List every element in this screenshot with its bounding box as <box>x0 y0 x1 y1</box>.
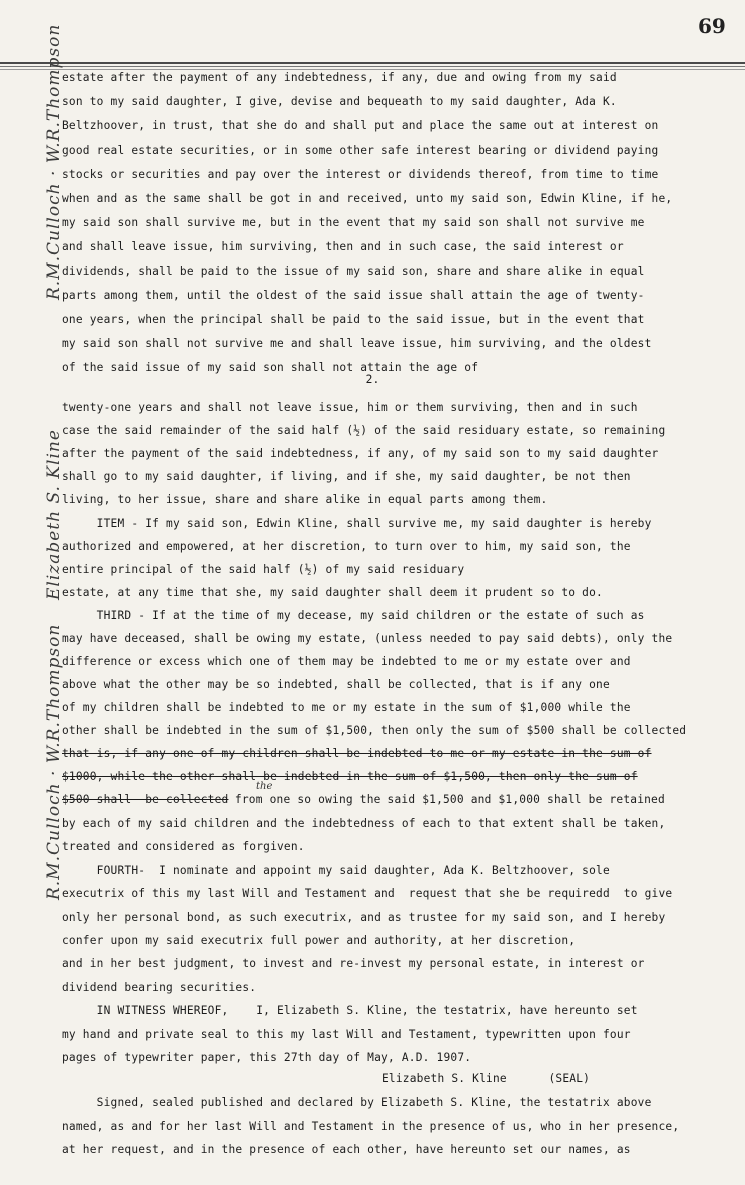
text-line: parts among them, until the oldest of the said issue shall attain the age of twenty- <box>62 288 645 302</box>
text-line: of the said issue of my said son shall not attain the age of <box>62 361 479 375</box>
text-line: shall go to my said daughter, if living, and if she, my said daughter, be not then <box>62 470 631 484</box>
text-line: may have deceased, shall be owing my estate, (unless needed to pay said debts), only the <box>62 632 673 645</box>
text-line: when and as the same shall be got in and received, unto my said son, Edwin Kline, if he, <box>62 192 673 205</box>
text-line: case the said remainder of the said half (½) of the said residuary estate, so remaining <box>62 424 666 438</box>
struck-text-line: $1000, while the other shall be indebted in the sum of $1,500, then only the sum of <box>62 770 638 783</box>
text-line: my hand and private seal to this my last Will and Testament, typewritten upon four <box>62 1027 631 1041</box>
margin-handwritten-annotation: R.M.Culloch · W.R.Thompson <box>44 623 64 900</box>
text-line: twenty-one years and shall not leave issue, him or them surviving, then and in such <box>62 401 638 414</box>
text-line: estate, at any time that she, my said daughter shall deem it prudent so to do. <box>62 585 603 599</box>
text-line: authorized and empowered, at her discretion, to turn over to him, my said son, the <box>62 539 631 553</box>
text-line: and in her best judgment, to invest and re-invest my personal estate, in interest or <box>62 957 645 971</box>
struck-text-line: $500 shall be collected <box>62 793 229 806</box>
text-line: THIRD - If at the time of my decease, my said children or the estate of such as <box>62 608 645 622</box>
text-line: Beltzhoover, in trust, that she do and shall put and place the same out at interest on <box>62 119 659 133</box>
text-line: my said son shall survive me, but in the event that my said son shall not survive me <box>62 216 645 230</box>
text-line: dividend bearing securities. <box>62 980 257 994</box>
text-line: treated and considered as forgiven. <box>62 840 305 854</box>
text-line: executrix of this my last Will and Testament and request that she be requiredd to give <box>62 887 673 901</box>
text-line: other shall be indebted in the sum of $1,500, then only the sum of $500 shall be collected <box>62 724 687 738</box>
testatrix-signature: Elizabeth S. Kline (SEAL) <box>382 1072 591 1085</box>
header-rule <box>0 62 745 64</box>
text-line: at her request, and in the presence of each other, have hereunto set our names, as <box>62 1143 631 1156</box>
text-line: FOURTH- I nominate and appoint my said daughter, Ada K. Beltzhoover, sole <box>62 863 610 877</box>
margin-handwritten-annotation: Elizabeth S. Kline <box>44 429 64 600</box>
handwritten-interlineation: the <box>256 781 273 792</box>
text-line: entire principal of the said half (½) of my said residuary <box>62 562 465 576</box>
text-line: living, to her issue, share and share alike in equal parts among them. <box>62 493 548 507</box>
header-rule-thin <box>0 66 745 67</box>
text-line: pages of typewriter paper, this 27th day of May, A.D. 1907. <box>62 1051 472 1064</box>
text-line: good real estate securities, or in some other safe interest bearing or dividend paying <box>62 143 659 157</box>
text-line: stocks or securities and pay over the interest or dividends thereof, from time to time <box>62 167 659 181</box>
page-marker: 2. <box>365 373 380 386</box>
text-line: of my children shall be indebted to me or my estate in the sum of $1,000 while the <box>62 701 631 715</box>
text-line: confer upon my said executrix full power and authority, at her discretion, <box>62 934 576 947</box>
text-line: IN WITNESS WHEREOF, I, Elizabeth S. Kline, the testatrix, have hereunto set <box>62 1004 638 1018</box>
text-line: son to my said daughter, I give, devise and bequeath to my said daughter, Ada K. <box>62 95 617 109</box>
text-line: my said son shall not survive me and shall leave issue, him surviving, and the oldest <box>62 337 652 351</box>
text-line: one years, when the principal shall be paid to the said issue, but in the event that <box>62 313 645 326</box>
text-line: and shall leave issue, him surviving, then and in such case, the said interest or <box>62 240 624 254</box>
text-line: only her personal bond, as such executrix, and as trustee for my said son, and I hereby <box>62 910 666 924</box>
text-line: by each of my said children and the indebtedness of each to that extent shall be taken, <box>62 817 666 830</box>
text-line: above what the other may be so indebted, shall be collected, that is if any one <box>62 678 610 692</box>
text-line: Signed, sealed published and declared by Elizabeth S. Kline, the testatrix above <box>62 1096 652 1109</box>
text-line: estate after the payment of any indebtedness, if any, due and owing from my said <box>62 71 617 84</box>
page-number: 69 <box>698 14 726 38</box>
struck-text-line: that is, if any one of my children shall be indebted to me or my estate in the sum of <box>62 747 652 760</box>
text-line: dividends, shall be paid to the issue of my said son, share and share alike in equal <box>62 264 645 278</box>
text-line: ITEM - If my said son, Edwin Kline, shall survive me, my said daughter is hereby <box>62 516 652 530</box>
text-line: named, as and for her last Will and Testament in the presence of us, who in her presence, <box>62 1119 680 1133</box>
margin-handwritten-annotation: R.M.Culloch · W.R.Thompson <box>44 23 64 300</box>
text-line: after the payment of the said indebtedness, if any, of my said son to my said daughter <box>62 447 659 461</box>
text-line: difference or excess which one of them may be indebted to me or my estate over and <box>62 655 631 669</box>
text-line-continuation: from one so owing the said $1,500 and $1,000 shall be retained <box>228 793 665 806</box>
header-rule-faint <box>0 69 745 70</box>
